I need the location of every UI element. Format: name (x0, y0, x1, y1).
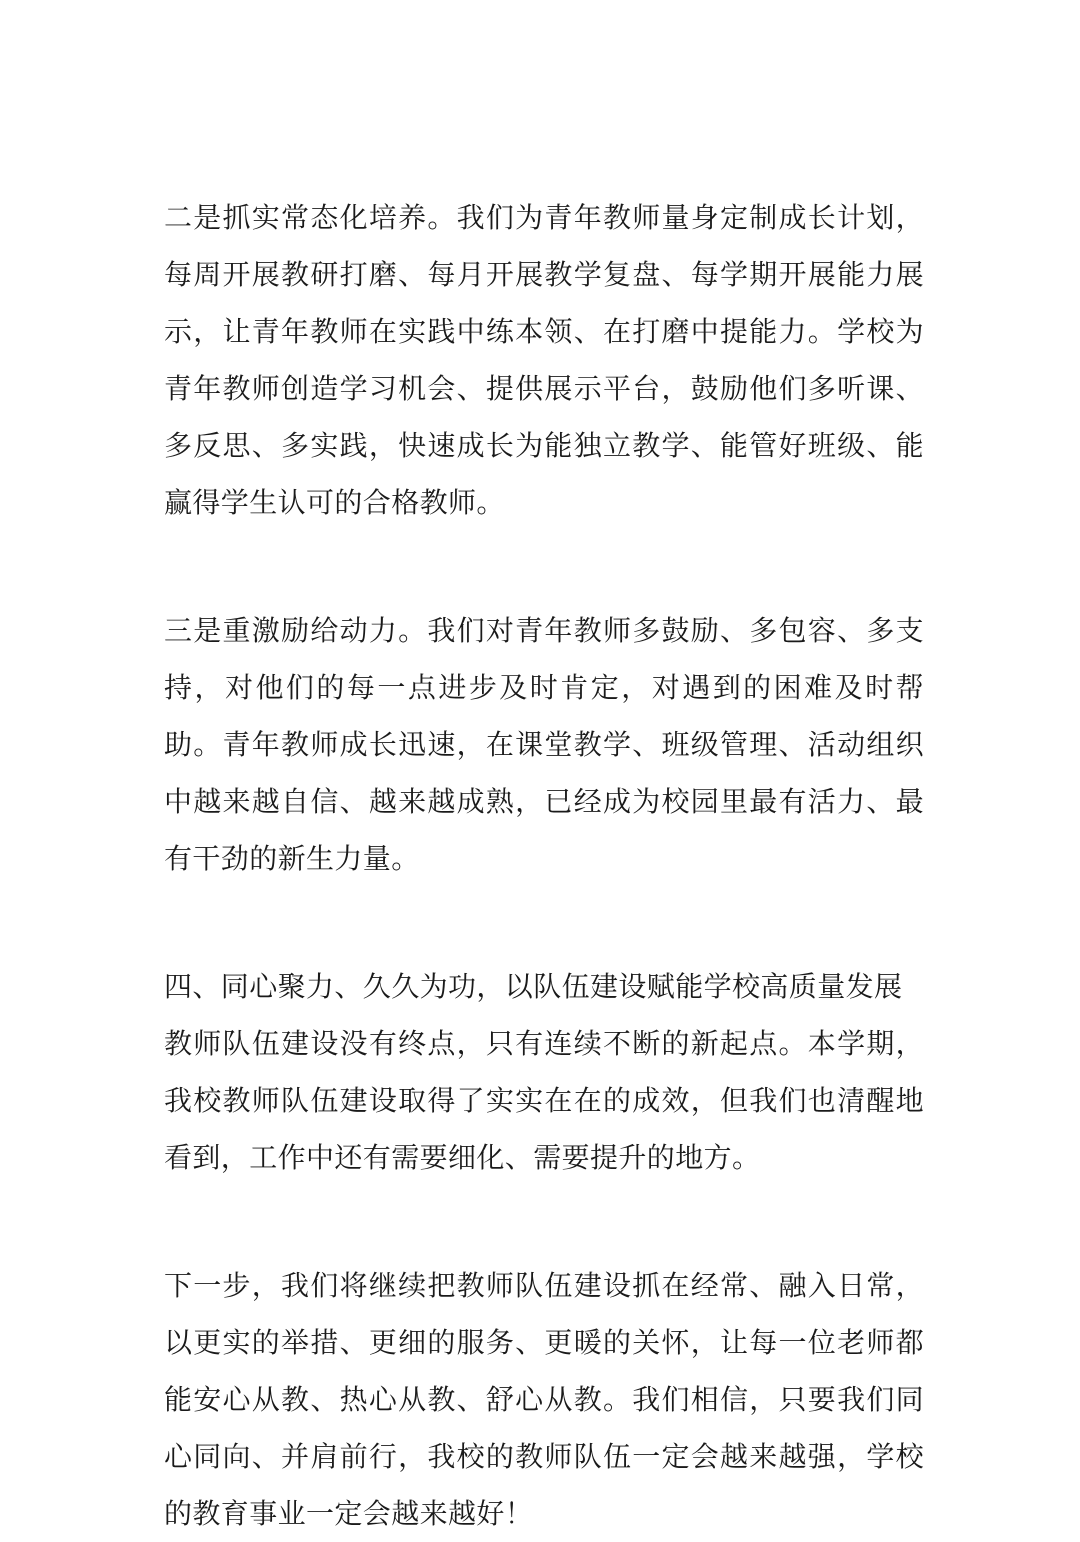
section-heading-four: 四、同心聚力、久久为功，以队伍建设赋能学校高质量发展 (164, 970, 903, 1003)
paragraph-motivation: 三是重激励给动力。我们对青年教师多鼓励、多包容、多支持，对他们的每一点进步及时肯定，对遇到的困难及时帮助。青年教师成长迅速，在课堂教学、班级管理、活动组织中越来越自信、越来越成熟，已经成为校园里最有活力、最有干劲的新生力量。 (164, 614, 924, 875)
article-body (164, 189, 924, 1542)
paragraph-next-step: 下一步，我们将继续把教师队伍建设抓在经常、融入日常，以更实的举措、更细的服务、更暖的关怀，让每一位老师都能安心从教、热心从教、舒心从教。我们相信，只要我们同心同向、并肩前行，我校的教师队伍一定会越来越强，学校的教育事业一定会越来越好！ (164, 1269, 924, 1530)
paragraph-gap (164, 1186, 924, 1257)
paragraph-young-teacher-training: 二是抓实常态化培养。我们为青年教师量身定制成长计划，每周开展教研打磨、每月开展教学复盘、每学期开展能力展示，让青年教师在实践中练本领、在打磨中提能力。学校为青年教师创造学习机会、提供展示平台，鼓励他们多听课、多反思、多实践，快速成长为能独立教学、能管好班级、能赢得学生认可的合格教师。 (164, 201, 924, 519)
paragraph-gap (164, 531, 924, 602)
paragraph-no-endpoint: 教师队伍建设没有终点，只有连续不断的新起点。本学期，我校教师队伍建设取得了实实在在的成效，但我们也清醒地看到，工作中还有需要细化、需要提升的地方。 (164, 1027, 924, 1174)
paragraph-gap (164, 887, 924, 958)
